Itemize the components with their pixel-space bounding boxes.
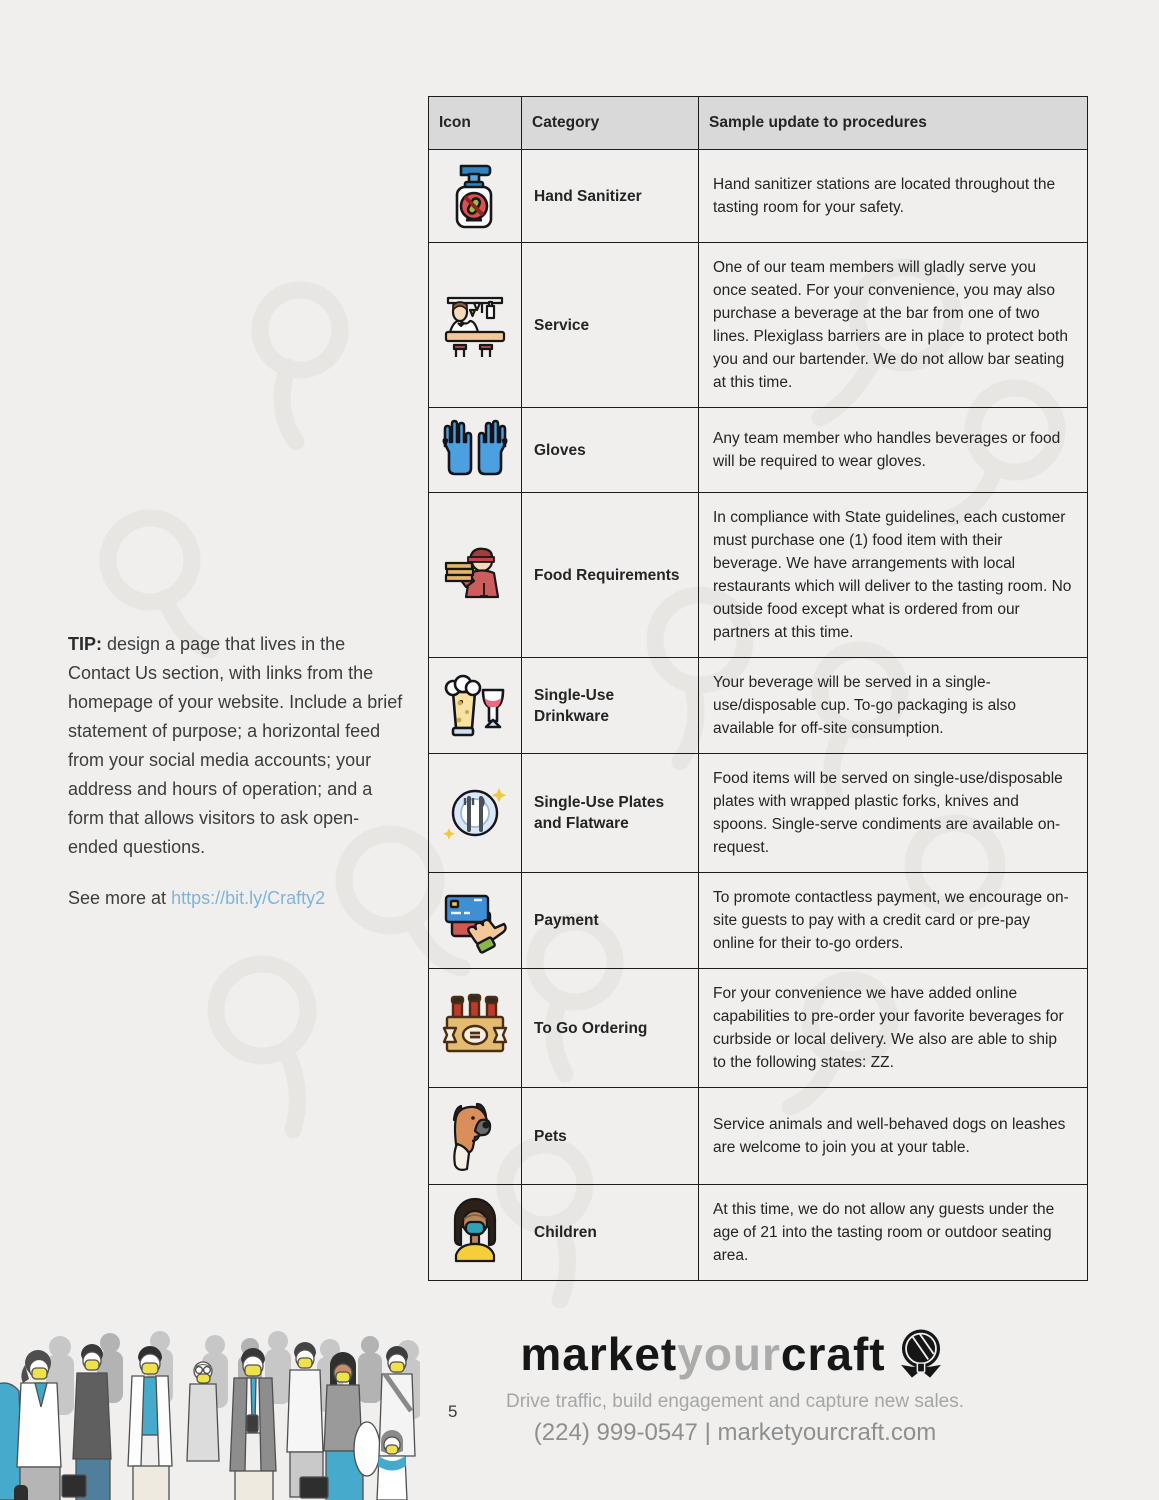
tip-note <box>68 630 404 913</box>
brand-contact: (224) 999-0547 | marketyourcraft.com <box>533 1419 937 1446</box>
table-row <box>429 969 1088 1088</box>
six-pack-icon <box>429 969 522 1088</box>
procedure-cell: At this time, we do not allow any guests under the age of 21 into the tasting room or outdoor seating area. <box>699 1185 1088 1281</box>
brand-tagline: Drive traffic, build engagement and capture new sales. <box>505 1391 965 1412</box>
bartender-service-icon <box>429 243 522 408</box>
procedures-table-body <box>429 150 1088 1281</box>
procedure-cell: Any team member who handles beverages or food will be required to wear gloves. <box>699 408 1088 493</box>
category-cell: Payment <box>522 873 699 969</box>
barrel-logo-icon <box>892 1325 950 1383</box>
tip-label: TIP: <box>68 634 102 654</box>
table-row <box>429 873 1088 969</box>
category-cell: Service <box>522 243 699 408</box>
category-cell: To Go Ordering <box>522 969 699 1088</box>
bitly-link[interactable]: https://bit.ly/Crafty2 <box>171 888 326 908</box>
category-cell: Single-Use Drinkware <box>522 658 699 754</box>
table-row <box>429 754 1088 873</box>
tip-paragraph <box>68 630 404 862</box>
procedure-cell: In compliance with State guidelines, each customer must purchase one (1) food item with their beverage. We have arrangements with local restaurants which will deliver to the tasting room. No outside food except what is ordered from our partners at this time. <box>699 493 1088 658</box>
table-row <box>429 408 1088 493</box>
table-row <box>429 1088 1088 1185</box>
category-cell: Hand Sanitizer <box>522 150 699 243</box>
procedure-cell: Hand sanitizer stations are located throughout the tasting room for your safety. <box>699 150 1088 243</box>
table-header-row <box>429 97 1088 150</box>
header-category: Category <box>522 97 699 150</box>
plate-flatware-icon <box>429 754 522 873</box>
food-delivery-icon <box>429 493 522 658</box>
tip-body: design a page that lives in the Contact Us section, with links from the homepage of your website. Include a brief statement of purpose; a horizontal feed from your social media accounts; your address and hours of operation; and a form that allows visitors to ask open-ended questions. <box>68 634 403 857</box>
category-cell: Single-Use Plates and Flatware <box>522 754 699 873</box>
footer-brand <box>505 1325 965 1447</box>
see-more-line <box>68 884 404 913</box>
category-cell: Food Requirements <box>522 493 699 658</box>
page-number: 5 <box>448 1402 458 1421</box>
payment-card-icon <box>429 873 522 969</box>
brand-wordmark <box>520 1328 886 1380</box>
hand-sanitizer-icon <box>429 150 522 243</box>
header-icon: Icon <box>429 97 522 150</box>
table-row <box>429 150 1088 243</box>
gloves-icon <box>429 408 522 493</box>
table-row <box>429 1185 1088 1281</box>
category-cell: Gloves <box>522 408 699 493</box>
procedure-cell: Your beverage will be served in a single-use/disposable cup. To-go packaging is also available for off-site consumption. <box>699 658 1088 754</box>
header-sample: Sample update to procedures <box>699 97 1088 150</box>
procedure-cell: To promote contactless payment, we encourage on-site guests to pay with a credit card or pre-pay online for their to-go orders. <box>699 873 1088 969</box>
table-row <box>429 243 1088 408</box>
masked-crowd-illustration <box>0 1325 420 1500</box>
procedure-cell: One of our team members will gladly serve you once seated. For your convenience, you may also purchase a beverage at the bar from one of two lines. Plexiglass barriers are in place to protect both you and our bartender. We do not allow bar seating at this time. <box>699 243 1088 408</box>
procedures-table <box>428 96 1088 1281</box>
category-cell: Children <box>522 1185 699 1281</box>
see-more-prefix: See more at <box>68 888 172 908</box>
brand-your: your <box>677 1328 781 1380</box>
procedure-cell: For your convenience we have added online capabilities to pre-order your favorite beverages for curbside or local delivery. We also are able to ship to the following states: ZZ. <box>699 969 1088 1088</box>
procedure-cell: Food items will be served on single-use/disposable plates with wrapped plastic forks, knives and spoons. Single-serve condiments are available on-request. <box>699 754 1088 873</box>
dog-icon <box>429 1088 522 1185</box>
brand-logo <box>505 1325 965 1383</box>
brand-craft: craft <box>780 1328 886 1380</box>
table-row <box>429 493 1088 658</box>
drinkware-icon <box>429 658 522 754</box>
table-row <box>429 658 1088 754</box>
masked-child-icon <box>429 1185 522 1281</box>
brand-market: market <box>520 1328 678 1380</box>
procedure-cell: Service animals and well-behaved dogs on leashes are welcome to join you at your table. <box>699 1088 1088 1185</box>
category-cell: Pets <box>522 1088 699 1185</box>
